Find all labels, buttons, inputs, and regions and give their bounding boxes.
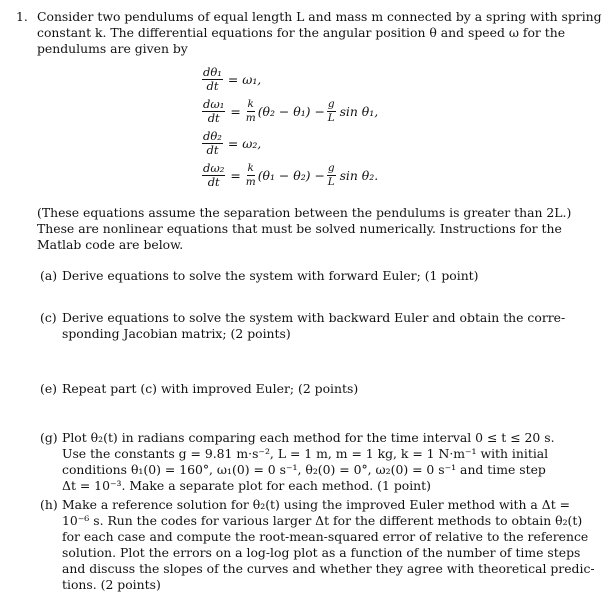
cropped-line-fragment xyxy=(40,297,560,303)
part-line: conditions θ₁(0) = 160°, ω₁(0) = 0 s⁻¹, θ₂(0) = 0°, ω₂(0) = 0 s⁻¹ and time step xyxy=(62,462,546,477)
equation-dtheta2 xyxy=(200,130,261,157)
eq-numerator: dθ₂ xyxy=(203,129,222,143)
part-body xyxy=(62,497,595,593)
part-label: (e) xyxy=(40,381,58,396)
part-body xyxy=(62,430,567,494)
note-line: (These equations assume the separation between the pendulums is greater than 2L.) xyxy=(37,205,572,220)
eq-rhs: = ω₂, xyxy=(227,135,262,151)
problem-number: 1. xyxy=(16,9,28,24)
problem-note xyxy=(37,205,572,253)
part-label: (c) xyxy=(40,310,57,325)
part-line: Plot θ₂(t) in radians comparing each method for the time interval 0 ≤ t ≤ 20 s. xyxy=(62,430,555,445)
part-line: sponding Jacobian matrix; (2 points) xyxy=(62,326,291,341)
part-body xyxy=(62,381,567,397)
note-line: Matlab code are below. xyxy=(37,237,184,252)
eq-rhs-part2: sin θ₂. xyxy=(339,167,379,183)
eq-m: m xyxy=(245,112,256,124)
intro-line: constant k. The differential equations for the angular position θ and speed ω for the xyxy=(37,25,566,40)
part-line: 10⁻⁶ s. Run the codes for various larger Δt for the different methods to obtain θ₂(t) xyxy=(62,513,583,528)
eq-L: L xyxy=(327,176,335,188)
problem-intro xyxy=(37,9,602,57)
eq-numerator: dω₁ xyxy=(203,97,225,111)
eq-numerator: dω₂ xyxy=(203,161,225,175)
eq-g: g xyxy=(327,98,335,110)
eq-denominator: dt xyxy=(207,111,220,125)
part-line: tions. (2 points) xyxy=(62,577,161,592)
eq-denominator: dt xyxy=(207,175,220,189)
eq-rhs-part1: (θ₂ − θ₁) − xyxy=(257,103,325,119)
intro-line: Consider two pendulums of equal length L and mass m connected by a spring with spring xyxy=(37,9,602,24)
equation-domega2 xyxy=(200,162,378,189)
eq-k: k xyxy=(247,162,254,174)
eq-equals: = xyxy=(230,167,241,183)
note-line: These are nonlinear equations that must be solved numerically. Instructions for the xyxy=(37,221,562,236)
eq-k: k xyxy=(247,98,254,110)
part-line: and discuss the slopes of the curves and whether they agree with theoretical predic- xyxy=(62,561,595,576)
part-label: (a) xyxy=(40,268,58,283)
part-body xyxy=(62,310,567,342)
part-label: (g) xyxy=(40,430,58,445)
part-label: (h) xyxy=(40,497,58,512)
eq-g: g xyxy=(327,162,335,174)
eq-denominator: dt xyxy=(206,143,219,157)
part-line: Derive equations to solve the system with backward Euler and obtain the corre- xyxy=(62,310,566,325)
eq-rhs-part2: sin θ₁, xyxy=(339,103,379,119)
equation-domega1 xyxy=(200,98,378,125)
eq-rhs-part1: (θ₁ − θ₂) − xyxy=(257,167,325,183)
equation-dtheta1 xyxy=(200,66,261,93)
part-line: Repeat part (c) with improved Euler; (2 points) xyxy=(62,381,359,396)
eq-numerator: dθ₁ xyxy=(203,65,222,79)
eq-equals: = xyxy=(230,103,241,119)
intro-line: pendulums are given by xyxy=(37,41,188,56)
part-line: for each case and compute the root-mean-squared error of relative to the reference xyxy=(62,529,589,544)
part-line: Use the constants g = 9.81 m·s⁻², L = 1 m, m = 1 kg, k = 1 N·m⁻¹ with initial xyxy=(62,446,549,461)
part-line: Make a reference solution for θ₂(t) using the improved Euler method with a Δt = xyxy=(62,497,571,512)
eq-m: m xyxy=(245,176,256,188)
part-body xyxy=(62,268,567,284)
eq-L: L xyxy=(327,112,335,124)
part-line: solution. Plot the errors on a log-log plot as a function of the number of time steps xyxy=(62,545,581,560)
eq-denominator: dt xyxy=(206,79,219,93)
part-line: Δt = 10⁻³. Make a separate plot for each method. (1 point) xyxy=(62,478,431,493)
part-line: Derive equations to solve the system with forward Euler; (1 point) xyxy=(62,268,479,283)
eq-rhs: = ω₁, xyxy=(227,71,262,87)
